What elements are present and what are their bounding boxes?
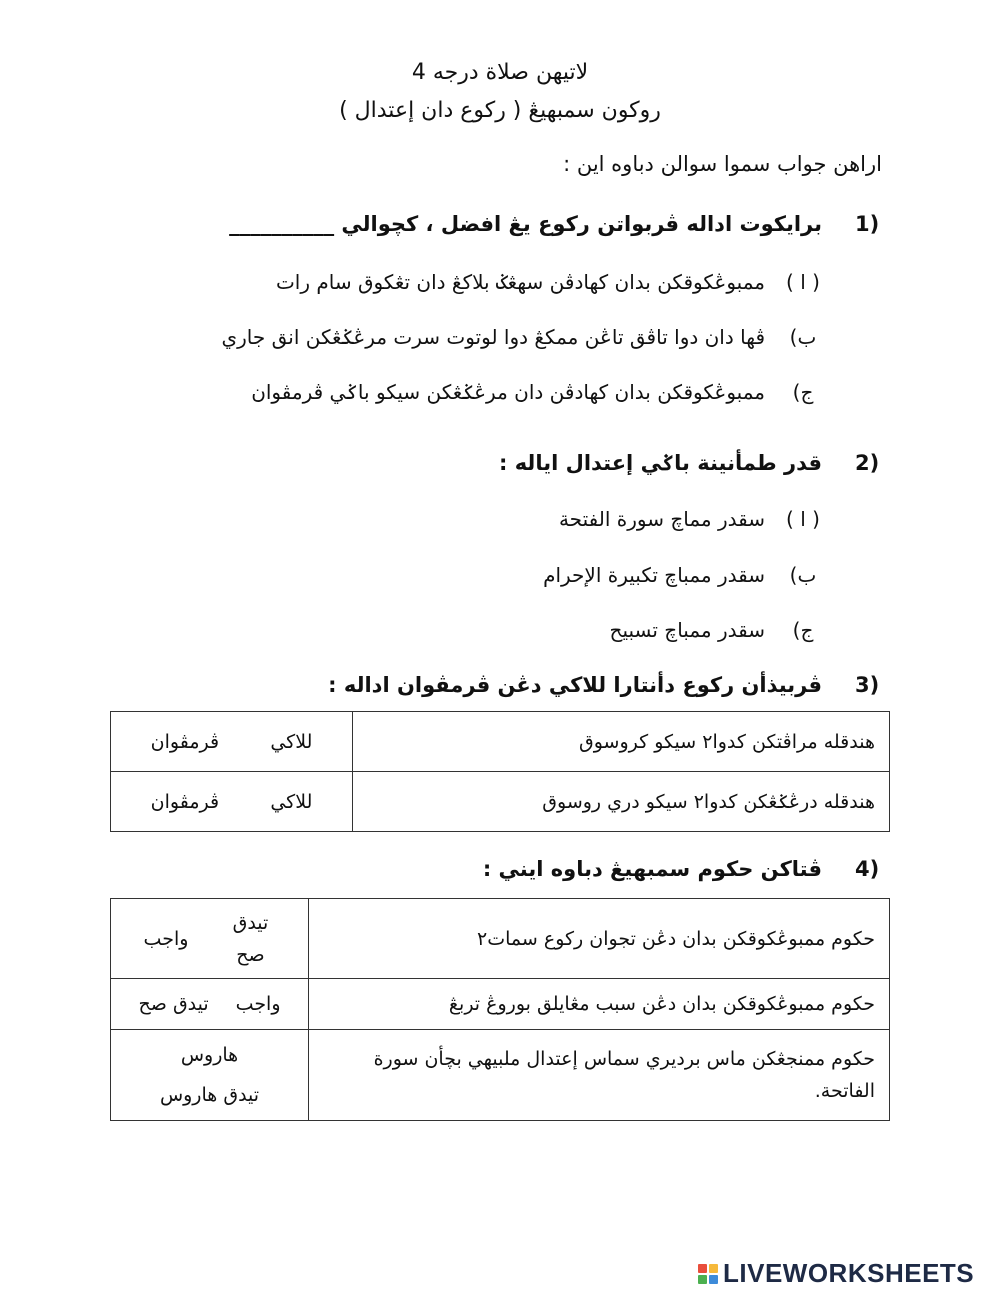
liveworksheets-logo bbox=[698, 1258, 974, 1289]
choice-option[interactable]: تيدق صح bbox=[138, 993, 209, 1015]
choice-option[interactable]: للاكي bbox=[270, 730, 313, 753]
question-3-number: 3) bbox=[855, 673, 880, 697]
logo-blocks-icon bbox=[698, 1264, 718, 1284]
question-2-option-b[interactable]: سقدر ممباچ تكبيرة الإحرام bbox=[543, 563, 765, 587]
logo-block bbox=[709, 1275, 718, 1284]
question-2-option-c-label[interactable]: ج) bbox=[792, 618, 814, 642]
table-row bbox=[111, 1030, 890, 1121]
question-4-text: ڤتاكن حكوم سمبهيڠ دباوه ايني : bbox=[482, 857, 822, 881]
question-2-option-a-label[interactable]: ( ا ) bbox=[786, 507, 820, 531]
question-3-table bbox=[110, 711, 890, 832]
worksheet-title: لاتيهن صلاة درجه 4 bbox=[411, 60, 589, 85]
statement-cell: هندقله درڠݢڠكن كدوا٢ سيكو دري روسوق bbox=[353, 772, 890, 832]
question-1-option-c[interactable]: ممبوڠكوقكن بدان كهادڤن دان مرڠݢڠكن سيكو باݢي ڤرمڤوان bbox=[251, 380, 765, 404]
table-row bbox=[111, 772, 890, 832]
question-1-option-b-label[interactable]: ب) bbox=[789, 325, 817, 349]
worksheet-subtitle: روكون سمبهيڠ ( ركوع دان إعتدال ) bbox=[339, 98, 661, 123]
question-2-option-c[interactable]: سقدر ممباچ تسبيح bbox=[609, 618, 765, 642]
logo-block bbox=[709, 1264, 718, 1273]
choice-cell bbox=[111, 712, 353, 772]
table-row bbox=[111, 979, 890, 1030]
question-4-table bbox=[110, 898, 890, 1121]
question-2-option-a[interactable]: سقدر مماچ سورة الفتحة bbox=[558, 507, 765, 531]
choice-option[interactable]: تيدق صح bbox=[232, 911, 269, 966]
statement-cell: هندقله مراڤتكن كدوا٢ سيكو كروسوق bbox=[353, 712, 890, 772]
choice-option[interactable]: ڤرمڤوان bbox=[150, 790, 220, 813]
question-2-option-b-label[interactable]: ب) bbox=[789, 563, 817, 587]
question-1-option-b[interactable]: ڤها دان دوا تاڤق تاڠن ممكڠ دوا لوتوت سرت مرڠݢڠكن انق جاري bbox=[221, 325, 765, 349]
choice-option[interactable]: تيدق هاروس bbox=[159, 1084, 260, 1106]
choice-cell bbox=[111, 899, 309, 979]
question-1-option-a[interactable]: ممبوڠكوقكن بدان كهادڤن سهڠݢ بلاكڠ دان تڠكوق سام رات bbox=[275, 270, 765, 294]
statement-cell: حكوم ممبوڠكوقكن بدان دڠن تجوان ركوع سمات٢ bbox=[309, 899, 890, 979]
question-2-number: 2) bbox=[855, 451, 880, 475]
logo-block bbox=[698, 1275, 707, 1284]
question-1-number: 1) bbox=[855, 212, 880, 236]
logo-text: LIVEWORKSHEETS bbox=[723, 1258, 975, 1288]
question-1-text: برايكوت اداله ڤربواتن ركوع يڠ افضل ، كچوالي __________ bbox=[229, 212, 822, 236]
question-1-option-c-label[interactable]: ج) bbox=[792, 380, 814, 404]
choice-option[interactable]: واجب bbox=[143, 927, 189, 950]
choice-cell bbox=[111, 1030, 309, 1121]
statement-cell: حكوم ممنجڠكن ماس برديري سماس إعتدال ملبيهي بچأن سورة الفاتحة. bbox=[309, 1030, 890, 1121]
question-3-text: ڤربيذأن ركوع دأنتارا للاكي دڠن ڤرمڤوان اداله : bbox=[328, 673, 822, 697]
instruction-text: اراهن جواب سموا سوالن دباوه اين : bbox=[563, 152, 882, 176]
question-1-option-a-label[interactable]: ( ا ) bbox=[786, 270, 820, 294]
choice-option[interactable]: واجب bbox=[235, 993, 281, 1015]
choice-option[interactable]: هاروس bbox=[180, 1044, 239, 1066]
choice-cell bbox=[111, 979, 309, 1030]
table-row bbox=[111, 899, 890, 979]
question-4-number: 4) bbox=[855, 857, 880, 881]
choice-option[interactable]: للاكي bbox=[270, 790, 313, 813]
choice-cell bbox=[111, 772, 353, 832]
choice-option[interactable]: ڤرمڤوان bbox=[150, 730, 220, 753]
logo-block bbox=[698, 1264, 707, 1273]
statement-cell: حكوم ممبوڠكوقكن بدان دڠن سبب مڠايلق بوروڠ تربڠ bbox=[309, 979, 890, 1030]
table-row bbox=[111, 712, 890, 772]
question-2-text: قدر طمأنينة باݢي إعتدال اياله : bbox=[498, 451, 822, 475]
